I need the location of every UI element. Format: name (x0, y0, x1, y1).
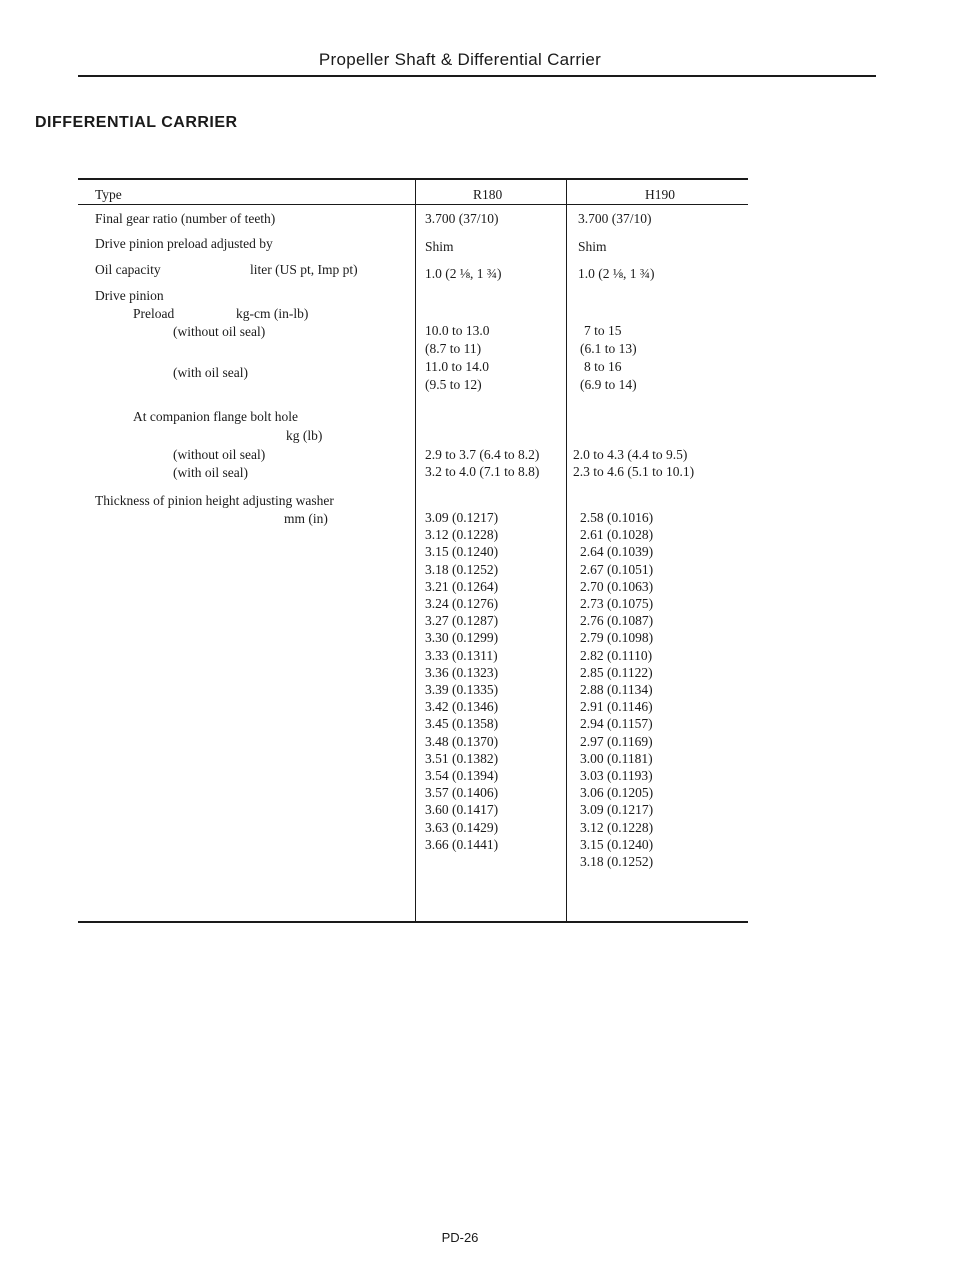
washer-value: 3.54 (0.1394) (425, 768, 499, 784)
washer-value: 3.12 (0.1228) (425, 527, 499, 543)
h190-washer-list (580, 509, 653, 870)
column-header-h190: H190 (645, 187, 675, 202)
washer-value: 3.09 (0.1217) (580, 802, 654, 818)
washer-value: 3.06 (0.1205) (580, 785, 654, 801)
washer-value: 3.18 (0.1252) (580, 854, 654, 870)
label-preload-adjusted-by: Drive pinion preload adjusted by (95, 236, 273, 251)
table-head-underline (78, 204, 748, 205)
label-without-oil-seal: (without oil seal) (173, 324, 266, 339)
washer-value: 3.42 (0.1346) (425, 699, 499, 715)
h190-preload-with-2: (6.9 to 14) (580, 377, 637, 392)
r180-preload-adj: Shim (425, 239, 454, 254)
washer-value: 2.82 (0.1110) (580, 647, 653, 663)
h190-preload-adj: Shim (578, 239, 607, 254)
page-header-title: Propeller Shaft & Differential Carrier (318, 50, 602, 69)
page-number: PD-26 (441, 1230, 479, 1245)
label-with-oil-seal-2: (with oil seal) (173, 465, 248, 480)
washer-value: 3.60 (0.1417) (425, 802, 499, 818)
r180-companion-with: 3.2 to 4.0 (7.1 to 8.8) (425, 464, 540, 479)
washer-value: 3.27 (0.1287) (425, 613, 499, 629)
washer-value: 3.51 (0.1382) (425, 750, 499, 766)
label-oil-capacity-units: liter (US pt, Imp pt) (250, 262, 358, 277)
washer-value: 3.57 (0.1406) (425, 785, 499, 801)
washer-value: 2.91 (0.1146) (580, 699, 653, 715)
label-oil-capacity: Oil capacity (95, 262, 161, 277)
washer-value: 3.15 (0.1240) (425, 544, 499, 560)
label-with-oil-seal: (with oil seal) (173, 365, 248, 380)
r180-final-gear: 3.700 (37/10) (425, 211, 499, 226)
washer-value: 2.88 (0.1134) (580, 682, 653, 698)
h190-final-gear: 3.700 (37/10) (578, 211, 652, 226)
washer-value: 3.12 (0.1228) (580, 819, 654, 835)
r180-preload-without-2: (8.7 to 11) (425, 341, 482, 356)
washer-value: 3.48 (0.1370) (425, 733, 499, 749)
h190-companion-with: 2.3 to 4.6 (5.1 to 10.1) (573, 464, 695, 479)
washer-value: 2.94 (0.1157) (580, 716, 653, 732)
washer-value: 2.67 (0.1051) (580, 561, 654, 577)
column-header-r180: R180 (473, 187, 503, 202)
r180-preload-with-1: 11.0 to 14.0 (425, 359, 489, 374)
r180-preload-with-2: (9.5 to 12) (425, 377, 482, 392)
h190-preload-with-1: 8 to 16 (584, 359, 622, 374)
table-top-rule (78, 178, 748, 180)
section-title: DIFFERENTIAL CARRIER (35, 114, 238, 131)
washer-value: 3.18 (0.1252) (425, 561, 499, 577)
h190-preload-without-2: (6.1 to 13) (580, 341, 637, 356)
washer-value: 3.21 (0.1264) (425, 578, 499, 594)
label-washer-units: mm (in) (284, 511, 328, 526)
label-preload: Preload (133, 306, 175, 321)
label-washer-thickness: Thickness of pinion height adjusting washer (95, 493, 334, 508)
column-divider-right (566, 180, 567, 921)
washer-value: 3.36 (0.1323) (425, 664, 499, 680)
washer-value: 2.73 (0.1075) (580, 596, 654, 612)
label-preload-units: kg-cm (in-lb) (236, 306, 309, 321)
washer-value: 2.76 (0.1087) (580, 613, 654, 629)
label-companion-units: kg (lb) (286, 428, 323, 443)
washer-value: 3.45 (0.1358) (425, 716, 499, 732)
washer-value: 3.33 (0.1311) (425, 647, 498, 663)
washer-value: 3.66 (0.1441) (425, 836, 499, 852)
h190-companion-without: 2.0 to 4.3 (4.4 to 9.5) (573, 447, 688, 462)
h190-preload-without-1: 7 to 15 (584, 323, 622, 338)
label-drive-pinion: Drive pinion (95, 288, 164, 303)
washer-value: 3.00 (0.1181) (580, 750, 653, 766)
washer-value: 2.97 (0.1169) (580, 733, 653, 749)
label-final-gear-ratio: Final gear ratio (number of teeth) (95, 211, 276, 226)
h190-oil-capacity: 1.0 (2 ⅛, 1 ¾) (578, 266, 655, 281)
washer-value: 2.85 (0.1122) (580, 664, 653, 680)
washer-value: 2.61 (0.1028) (580, 527, 654, 543)
r180-companion-without: 2.9 to 3.7 (6.4 to 8.2) (425, 447, 540, 462)
table-bottom-rule (78, 921, 748, 923)
washer-value: 3.63 (0.1429) (425, 819, 499, 835)
washer-value: 3.03 (0.1193) (580, 768, 653, 784)
washer-value: 2.79 (0.1098) (580, 630, 654, 646)
washer-value: 2.70 (0.1063) (580, 578, 654, 594)
r180-oil-capacity: 1.0 (2 ⅛, 1 ¾) (425, 266, 502, 281)
header-rule (78, 75, 876, 77)
washer-value: 3.39 (0.1335) (425, 682, 499, 698)
washer-value: 3.30 (0.1299) (425, 630, 499, 646)
label-companion-flange: At companion flange bolt hole (133, 409, 298, 424)
washer-value: 2.58 (0.1016) (580, 510, 654, 525)
column-divider-left (415, 180, 416, 921)
r180-washer-list (425, 509, 498, 853)
r180-preload-without-1: 10.0 to 13.0 (425, 323, 490, 338)
washer-value: 3.24 (0.1276) (425, 596, 499, 612)
label-without-oil-seal-2: (without oil seal) (173, 447, 266, 462)
column-header-type: Type (95, 187, 122, 202)
washer-value: 3.09 (0.1217) (425, 510, 499, 525)
washer-value: 3.15 (0.1240) (580, 836, 654, 852)
washer-value: 2.64 (0.1039) (580, 544, 654, 560)
